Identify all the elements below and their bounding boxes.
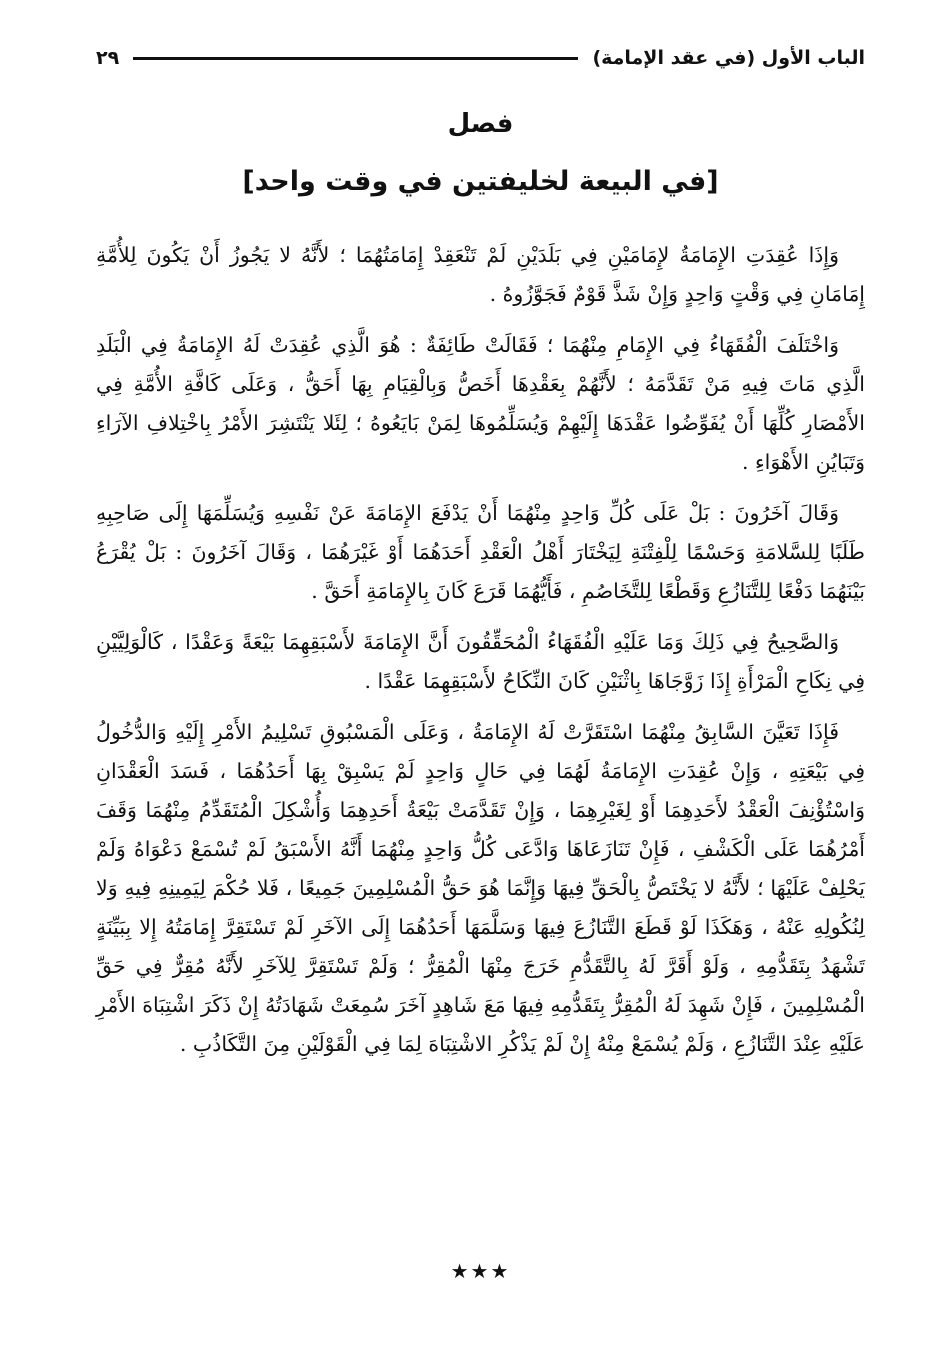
running-header <box>96 38 865 78</box>
page-number: ٢٩ <box>96 47 120 69</box>
header-rule <box>133 57 578 60</box>
body-text <box>96 236 865 1076</box>
section-heading: فصل <box>447 109 514 139</box>
section-end-ornament: ★★★ <box>450 1259 511 1283</box>
paragraph: وَالصَّحِيحُ فِي ذَلِكَ وَمَا عَلَيْهِ الْفُقَهَاءُ الْمُحَقِّقُونَ أَنَّ الإِمَامَةَ لأَسْبَقِهِمَا بَيْعَةً وَعَقْدًا ، كَالْوَلِيَّيْنِ فِي نِكَاحِ الْمَرْأَةِ إِذَا زَوَّجَاهَا بِاثْنَيْنِ كَانَ النِّكَاحُ لأَسْبَقِهِمَا عَقْدًا . <box>96 630 865 693</box>
section-subheading: [في البيعة لخليفتين في وقت واحد] <box>242 166 719 197</box>
paragraph: فَإِذَا تَعَيَّنَ السَّابِقُ مِنْهُمَا اسْتَقَرَّتْ لَهُ الإِمَامَةُ ، وَعَلَى الْمَسْبُوقِ تَسْلِيمُ الأَمْرِ إِلَيْهِ وَالدُّخُولُ فِي بَيْعَتِهِ ، وَإِنْ عُقِدَتِ الإِمَامَةُ لَهُمَا فِي حَالٍ وَاحِدٍ لَمْ يَسْبِقْ بِهَا أَحَدُهُمَا ، فَسَدَ الْعَقْدَانِ وَاسْتُؤْنِفَ الْعَقْدُ لأَحَدِهِمَا أَوْ لِغَيْرِهِمَا ، وَإِنْ تَقَدَّمَتْ بَيْعَةُ أَحَدِهِمَا وَأُشْكِلَ الْمُتَقَدِّمُ مِنْهُمَا وَقَفَ أَمْرُهُمَا عَلَى الْكَشْفِ ، فَإِنْ تَنَازَعَاهَا وَادَّعَى كُلُّ وَاحِدٍ مِنْهُمَا أَنَّهُ الأَسْبَقُ لَمْ تُسْمَعْ دَعْوَاهُ وَلَمْ يَحْلِفْ عَلَيْهَا ؛ لأَنَّهُ لا يَخْتَصُّ بِالْحَقِّ فِيهَا وَإِنَّمَا هُوَ حَقُّ الْمُسْلِمِينَ جَمِيعًا ، فَلا حُكْمَ لِيَمِينِهِ فِيهِ وَلا لِنُكُولِهِ عَنْهُ ، وَهَكَذَا لَوْ قَطَعَ التَّنَازُعَ فِيهَا وَسَلَّمَهَا أَحَدُهُمَا إِلَى الآخَرِ لَمْ تَسْتَقِرَّ إِمَامَتُهُ إِلا بِبَيِّنَةٍ تَشْهَدُ بِتَقَدُّمِهِ ، وَلَوْ أَقَرَّ لَهُ بِالتَّقَدُّمِ خَرَجَ مِنْهَا الْمُقِرُّ ؛ وَلَمْ تَسْتَقِرَّ لِلآخَرِ لأَنَّهُ مُقِرٌّ فِي حَقِّ الْمُسْلِمِينَ ، فَإِنْ شَهِدَ لَهُ الْمُقِرُّ بِتَقَدُّمِهِ فِيهَا مَعَ شَاهِدٍ آخَرَ سُمِعَتْ شَهَادَتُهُ إِنْ ذَكَرَ اشْتِبَاهَ الأَمْرِ عَلَيْهِ عِنْدَ التَّنَازُعِ ، وَلَمْ يُسْمَعْ مِنْهُ إِنْ لَمْ يَذْكُرِ الاشْتِبَاهَ لِمَا فِي الْقَوْلَيْنِ مِنَ التَّكَاذُبِ . <box>96 720 865 1056</box>
paragraph: وَقَالَ آخَرُونَ : بَلْ عَلَى كُلِّ وَاحِدٍ مِنْهُمَا أَنْ يَدْفَعَ الإِمَامَةَ عَنْ نَفْسِهِ وَيُسَلِّمَهَا إِلَى صَاحِبِهِ طَلَبًا لِلسَّلامَةِ وَحَسْمًا لِلْفِتْنَةِ لِيَخْتَارَ أَهْلُ الْعَقْدِ أَحَدَهُمَا أَوْ غَيْرَهُمَا ، وَقَالَ آخَرُونَ : بَلْ يُقْرَعُ بَيْنَهُمَا دَفْعًا لِلتَّنَازُعِ وَقَطْعًا لِلتَّخَاصُمِ ، فَأَيُّهُمَا قَرَعَ كَانَ بِالإِمَامَةِ أَحَقَّ . <box>96 501 865 603</box>
paragraph: وَإِذَا عُقِدَتِ الإِمَامَةُ لإِمَامَيْنِ فِي بَلَدَيْنِ لَمْ تَنْعَقِدْ إِمَامَتُهُمَا ؛ لأَنَّهُ لا يَجُوزُ أَنْ يَكُونَ لِلأُمَّةِ إِمَامَانِ فِي وَقْتٍ وَاحِدٍ وَإِنْ شَذَّ قَوْمٌ فَجَوَّزُوهُ . <box>96 243 865 306</box>
paragraph: وَاخْتَلَفَ الْفُقَهَاءُ فِي الإِمَامِ مِنْهُمَا ؛ فَقَالَتْ طَائِفَةٌ : هُوَ الَّذِي عُقِدَتْ لَهُ الإِمَامَةُ فِي الْبَلَدِ الَّذِي مَاتَ فِيهِ مَنْ تَقَدَّمَهُ ؛ لأَنَّهُمْ بِعَقْدِهَا أَخَصُّ وَبِالْقِيَامِ بِهَا أَحَقُّ ، وَعَلَى كَافَّةِ الأُمَّةِ فِي الأَمْصَارِ كُلِّهَا أَنْ يُفَوِّضُوا عَقْدَهَا إِلَيْهِمْ وَيُسَلِّمُوهَا لِمَنْ بَايَعُوهُ ؛ لِئَلا يَنْتَشِرَ الأَمْرُ بِاخْتِلافِ الآرَاءِ وَتَبَايُنِ الأَهْوَاءِ . <box>96 333 865 474</box>
running-title: الباب الأول (في عقد الإمامة) <box>592 47 865 69</box>
